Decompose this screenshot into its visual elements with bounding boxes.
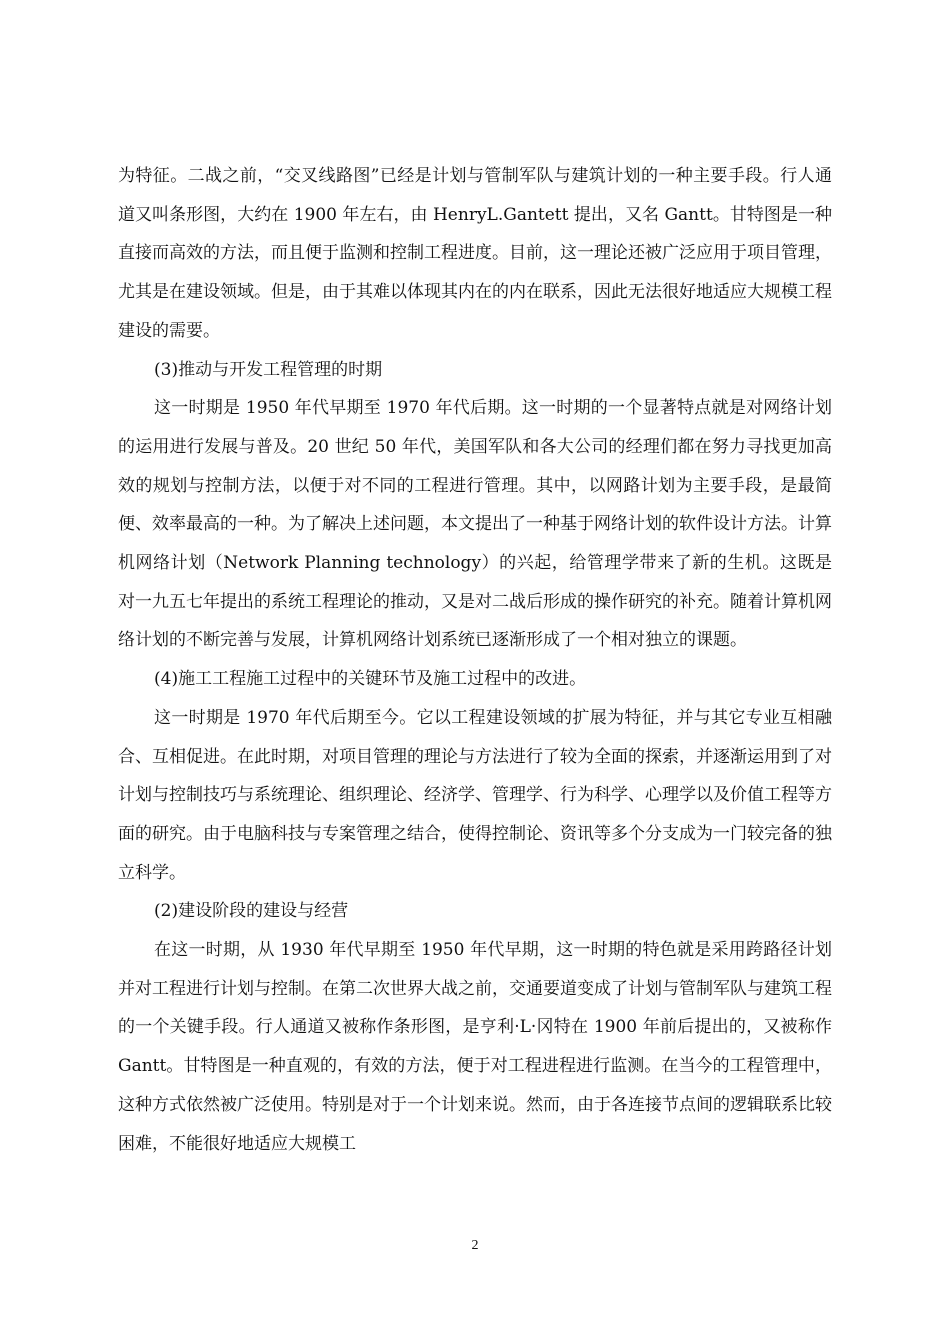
paragraph-network-planning: 这一时期是 1950 年代早期至 1970 年代后期。这一时期的一个显著特点就是对网络计划的运用进行发展与普及。20 世纪 50 年代，美国军队和各大公司的经理们都在努力寻找更加高效的规划与控制方法，以便于对不同的工程进行管理。其中，以网路计划为主要手段，是最简便、效率最高的一种。为了解决上述问题，本文提出了一种基于网络计划的软件设计方法。计算机网络计划（Network Planning technology）的兴起，给管理学带来了新的生机。这既是对一九五七年提出的系统工程理论的推动，又是对二战后形成的操作研究的补充。随着计算机网络计划的不断完善与发展，计算机网络计划系统已逐渐形成了一个相对独立的课题。 [118,398,832,651]
paragraph-continued-history: 为特征。二战之前，“交叉线路图”已经是计划与管制军队与建筑计划的一种主要手段。行人通道又叫条形图，大约在 1900 年左右，由 HenryL.Gantett 提出，又名 Gantt。甘特图是一种直接而高效的方法，而且便于监测和控制工程进度。目前，这一理论还被广泛应用于项目管理，尤其是在建设领域。但是，由于其难以体现其内在的内在联系，因此无法很好地适应大规模工程建设的需要。 [118,166,832,341]
body-text [118,157,832,1163]
page-number: 2 [471,1238,479,1253]
section-heading-2: (2)建设阶段的建设与经营 [154,901,349,922]
section-heading-4: (4)施工工程施工过程中的关键环节及施工过程中的改进。 [154,669,587,690]
paragraph-modern-period: 这一时期是 1970 年代后期至今。它以工程建设领域的扩展为特征，并与其它专业互相融合、互相促进。在此时期，对项目管理的理论与方法进行了较为全面的探索，并逐渐运用到了对计划与控制技巧与系统理论、组织理论、经济学、管理学、行为科学、心理学以及价值工程等方面的研究。由于电脑科技与专案管理之结合，使得控制论、资讯等多个分支成为一门较完备的独立科学。 [118,707,832,883]
paragraph-construction-period: 在这一时期，从 1930 年代早期至 1950 年代早期，这一时期的特色就是采用跨路径计划并对工程进行计划与控制。在第二次世界大战之前，交通要道变成了计划与管制军队与建筑工程的一个关键手段。行人通道又被称作条形图，是亨利·L·冈特在 1900 年前后提出的，又被称作 Gantt。甘特图是一种直观的，有效的方法，便于对工程进程进行监测。在当今的工程管理中，这种方式依然被广泛使用。特别是对于一个计划来说。然而，由于各连接节点间的逻辑联系比较困难，不能很好地适应大规模工 [118,940,832,1154]
section-heading-3: (3)推动与开发工程管理的时期 [154,359,383,380]
